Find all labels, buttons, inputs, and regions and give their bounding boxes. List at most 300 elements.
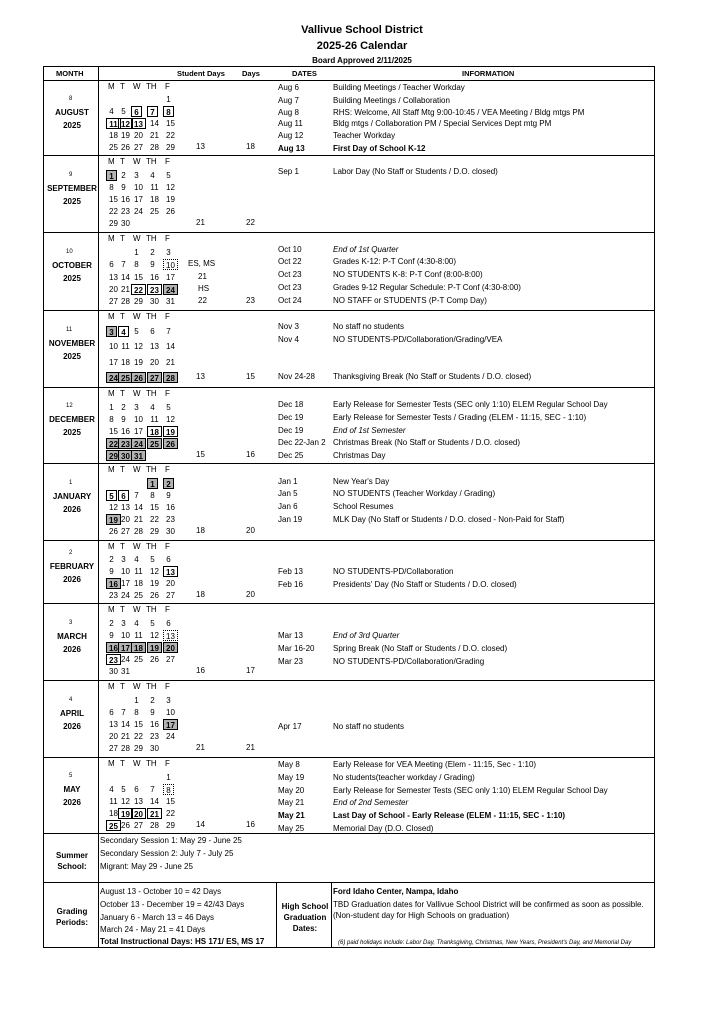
calendar-day: 2	[150, 247, 155, 257]
calendar-day: 22	[150, 515, 159, 525]
calendar-day: 25	[118, 372, 133, 383]
calendar-day: 21	[121, 284, 130, 294]
calendar-day: 28	[134, 527, 143, 537]
calendar-day: 26	[166, 207, 175, 217]
calendar-day: 18	[109, 808, 118, 818]
calendar-day: 11	[150, 182, 159, 192]
calendar-day: 24	[106, 372, 121, 383]
calendar-day: 25	[134, 655, 143, 665]
calendar-day: 29	[166, 820, 175, 830]
calendar-day: 4	[150, 170, 155, 180]
row-divider	[43, 80, 655, 81]
calendar-day: 3	[166, 695, 171, 705]
calendar-day: 3	[134, 170, 139, 180]
calendar-day: 26	[163, 438, 178, 449]
event-info: NO STUDENTS-PD/Collaboration/Grading/VEA	[333, 335, 503, 344]
month-number: 1	[69, 479, 73, 486]
weekday-header: T	[120, 682, 125, 691]
calendar-day: 20	[121, 515, 130, 525]
calendar-day: 20	[163, 642, 178, 653]
calendar-day: 10	[134, 182, 143, 192]
calendar-day: 19	[147, 642, 162, 653]
event-info: Labor Day (No Staff or Students / D.O. closed)	[333, 167, 498, 176]
calendar-day: 13	[150, 342, 159, 352]
col-dates: DATES	[292, 69, 317, 78]
event-date: Oct 22	[278, 257, 302, 266]
weekday-header: F	[165, 605, 170, 614]
event-date: Oct 24	[278, 296, 302, 305]
calendar-day: 16	[166, 503, 175, 512]
calendar-day: 5	[150, 618, 155, 628]
calendar-day: 18	[147, 426, 162, 437]
calendar-day: 14	[150, 796, 159, 806]
calendar-day: 22	[166, 130, 175, 140]
event-date: Apr 17	[278, 722, 302, 731]
calendar-day: 23	[147, 284, 162, 295]
calendar-day: 12	[150, 630, 159, 640]
calendar-day: 21	[121, 732, 130, 742]
calendar-day: 13	[131, 118, 146, 129]
calendar-day: 6	[131, 106, 142, 117]
calendar-day: 18	[131, 642, 146, 653]
calendar-day: 29	[150, 527, 159, 537]
event-date: Nov 24-28	[278, 372, 315, 381]
row-divider	[43, 603, 655, 604]
summer-label: Summer School:	[55, 851, 88, 871]
calendar-day: 6	[166, 618, 171, 628]
calendar-day: 18	[109, 130, 118, 140]
calendar-day: 8	[134, 707, 139, 717]
calendar-day: 17	[109, 357, 118, 367]
calendar-day: 27	[166, 655, 175, 665]
calendar-day: 17	[163, 719, 178, 730]
event-info: Grades K-12: P-T Conf (4:30-8:00)	[333, 257, 457, 266]
event-info: Building Meetings / Teacher Workday	[333, 83, 465, 92]
row-divider	[43, 540, 655, 541]
month-number: 11	[66, 326, 73, 333]
calendar-day: 12	[109, 503, 118, 512]
weekday-header: F	[165, 542, 170, 551]
calendar-day: 8	[109, 182, 114, 192]
days-count: 23	[246, 296, 255, 306]
event-info: Spring Break (No Staff or Students / D.O. closed)	[333, 644, 508, 653]
event-info: End of 1st Semester	[333, 426, 406, 435]
calendar-day: 14	[166, 342, 175, 352]
calendar-day: 7	[150, 784, 155, 794]
calendar-day: 19	[121, 130, 130, 140]
calendar-day: 26	[121, 142, 130, 152]
days-count: 17	[246, 666, 255, 676]
calendar-day: 17	[134, 426, 143, 436]
calendar-day: 19	[163, 426, 178, 437]
grading-line: October 13 - December 19 = 42/43 Days	[100, 900, 245, 909]
calendar-day: 9	[150, 707, 155, 717]
calendar-day: 3	[106, 326, 117, 337]
calendar-day: 18	[150, 195, 159, 204]
calendar-day: 4	[118, 326, 129, 337]
month-name: DECEMBER	[49, 415, 95, 424]
event-date: Dec 18	[278, 400, 304, 409]
month-number: 4	[69, 696, 73, 703]
weekday-header: F	[165, 157, 170, 166]
calendar-day: 4	[109, 784, 114, 794]
calendar-day: 29	[106, 450, 121, 461]
calendar-day: 12	[121, 796, 130, 806]
approval-note: Board Approved 2/11/2025	[312, 56, 412, 65]
event-date: Aug 13	[278, 144, 305, 153]
calendar-day: 1	[106, 170, 117, 181]
month-name: SEPTEMBER	[47, 183, 97, 193]
calendar-day: 26	[121, 820, 130, 830]
calendar-day: 2	[109, 555, 114, 565]
month-year: 2025	[63, 428, 81, 437]
event-date: Mar 23	[278, 657, 303, 666]
calendar-day: 12	[118, 118, 133, 129]
calendar-day: 30	[109, 667, 118, 677]
event-info: Early Release for Semester Tests / Grading (ELEM - 11:15, SEC - 1:10)	[333, 413, 587, 422]
calendar-day: 4	[134, 555, 139, 565]
student-days: 15	[196, 449, 205, 459]
days-count: 22	[246, 218, 255, 228]
calendar-day: 15	[134, 272, 143, 282]
calendar-day: 22	[166, 808, 175, 818]
calendar-day: 11	[134, 630, 143, 640]
calendar-day: 5	[106, 490, 117, 501]
weekday-header: W	[133, 542, 141, 551]
event-date: Sep 1	[278, 167, 299, 176]
weekday-header: W	[133, 157, 141, 166]
student-days: 14	[196, 819, 205, 829]
calendar-day: 4	[134, 618, 139, 628]
weekday-header: W	[133, 682, 141, 691]
student-days: HS	[198, 283, 210, 293]
calendar-day: 31	[166, 297, 175, 307]
weekday-header: T	[120, 234, 125, 243]
calendar-day: 15	[109, 195, 118, 204]
calendar-day: 10	[166, 707, 175, 717]
calendar-day: 27	[109, 297, 118, 307]
weekday-header: M	[108, 82, 115, 91]
calendar-day: 2	[163, 478, 174, 489]
student-days: 13	[196, 371, 205, 381]
month-number: 9	[69, 171, 73, 178]
calendar-day: 9	[109, 630, 114, 640]
event-info: End of 1st Quarter	[333, 245, 399, 254]
calendar-day: 11	[134, 567, 143, 577]
calendar-day: 22	[106, 438, 121, 449]
summer-line: Migrant: May 29 - June 25	[100, 862, 193, 871]
calendar-day: 5	[166, 402, 171, 412]
calendar-day: 28	[150, 820, 159, 830]
weekday-header: M	[108, 389, 115, 398]
student-days: ES, MS	[188, 259, 216, 269]
event-info: Early Release for Semester Tests (SEC only 1:10) ELEM Regular School Day	[333, 786, 608, 795]
calendar-day: 14	[121, 272, 130, 282]
col-student-days: Student Days	[177, 69, 225, 78]
event-date: Jan 1	[278, 477, 298, 486]
event-info: School Resumes	[333, 502, 394, 511]
event-info: Building Meetings / Collaboration	[333, 96, 450, 105]
calendar-day: 27	[121, 527, 130, 537]
weekday-header: F	[165, 312, 170, 321]
calendar-day: 8	[163, 784, 174, 795]
weekday-header: T	[120, 312, 125, 321]
event-date: Jan 19	[278, 515, 303, 524]
event-info: Grades 9-12 Regular Schedule: P-T Conf (4:30-8:00)	[333, 283, 521, 292]
calendar-day: 23	[166, 515, 175, 525]
calendar-day: 21	[134, 515, 143, 525]
calendar-day: 26	[131, 372, 146, 383]
weekday-header: M	[108, 542, 115, 551]
weekday-header: M	[108, 465, 115, 474]
event-info: Early Release for Semester Tests (SEC only 1:10) ELEM Regular School Day	[333, 400, 608, 409]
calendar-day: 6	[118, 490, 129, 501]
month-year: 2025	[63, 351, 81, 361]
calendar-day: 1	[166, 95, 171, 105]
days-count: 20	[246, 589, 255, 599]
col-divider	[331, 882, 332, 948]
calendar-day: 23	[106, 654, 121, 665]
weekday-header: M	[108, 759, 115, 768]
calendar-day: 27	[166, 590, 175, 600]
calendar-day: 3	[134, 402, 139, 412]
calendar-day: 26	[109, 527, 118, 537]
calendar-day: 20	[131, 808, 146, 819]
month-number: 2	[69, 549, 73, 556]
weekday-header: F	[165, 682, 170, 691]
calendar-day: 23	[109, 590, 118, 600]
calendar-day: 12	[150, 567, 159, 577]
calendar-day: 26	[150, 655, 159, 665]
calendar-day: 30	[118, 450, 133, 461]
grading-line: August 13 - October 10 = 42 Days	[100, 887, 222, 896]
calendar-day: 10	[134, 414, 143, 424]
days-count: 15	[246, 371, 255, 381]
month-number: 12	[66, 403, 73, 409]
row-divider	[43, 757, 655, 758]
calendar-day: 5	[166, 170, 171, 180]
student-days: 21	[196, 218, 205, 228]
event-date: Mar 13	[278, 631, 303, 640]
event-date: May 20	[278, 786, 305, 795]
weekday-header: TH	[146, 542, 157, 551]
month-name: APRIL	[60, 708, 84, 718]
event-info: Christmas Break (No Staff or Students / D.O. closed)	[333, 438, 521, 447]
calendar-day: 25	[109, 142, 118, 152]
calendar-day: 25	[147, 438, 162, 449]
event-info: Christmas Day	[333, 451, 386, 460]
calendar-day: 17	[118, 642, 133, 653]
col-days: Days	[242, 69, 260, 78]
event-info: Last Day of School - Early Release (ELEM - 11:15, SEC - 1:10)	[333, 811, 566, 820]
calendar-day: 24	[131, 438, 146, 449]
col-information: INFORMATION	[462, 69, 515, 78]
month-year: 2026	[63, 721, 81, 731]
graduation-label: High School Graduation Dates:	[281, 902, 329, 933]
calendar-day: 10	[163, 259, 178, 270]
month-number: 3	[69, 619, 73, 626]
calendar-day: 13	[109, 720, 118, 729]
calendar-day: 4	[150, 402, 155, 412]
grading-label: Grading Periods:	[55, 907, 88, 927]
student-days: 21	[198, 271, 207, 281]
weekday-header: M	[108, 157, 115, 166]
event-date: Aug 8	[278, 108, 299, 117]
calendar-day: 18	[134, 578, 143, 588]
days-count: 16	[246, 449, 255, 459]
weekday-header: M	[108, 234, 115, 243]
month-year: 2025	[63, 120, 81, 130]
calendar-day: 22	[134, 732, 143, 742]
calendar-day: 5	[121, 107, 126, 117]
holidays-note: (6) paid holidays include: Labor Day, Thanksgiving, Christmas, New Years, President's Day, and Memorial Day	[338, 940, 632, 946]
month-name: NOVEMBER	[48, 338, 96, 348]
calendar-day: 21	[147, 808, 162, 819]
weekday-header: M	[108, 605, 115, 614]
student-days: 16	[196, 666, 205, 676]
calendar-day: 30	[166, 527, 175, 537]
month-number: 8	[69, 95, 73, 102]
month-name: FEBRUARY	[49, 561, 95, 571]
calendar-day: 30	[150, 297, 159, 307]
calendar-day: 8	[163, 106, 174, 117]
graduation-note: (Non-student day for High Schools on graduation)	[333, 911, 510, 920]
event-date: Aug 12	[278, 131, 304, 140]
page-subtitle: 2025-26 Calendar	[316, 40, 408, 52]
calendar-day: 23	[150, 732, 159, 742]
calendar-day: 29	[166, 142, 175, 152]
student-days: 18	[196, 589, 205, 599]
event-info: Thanksgiving Break (No Staff or Students / D.O. closed)	[333, 372, 532, 381]
days-count: 20	[246, 526, 255, 536]
weekday-header: TH	[146, 82, 157, 91]
weekday-header: F	[165, 234, 170, 243]
student-days: 13	[196, 141, 205, 151]
event-info: NO STUDENTS-PD/Collaboration	[333, 567, 454, 576]
calendar-day: 16	[150, 272, 159, 282]
event-info: Bldg mtgs / Collaboration PM / Special Services Dept mtg PM	[333, 119, 552, 128]
calendar-day: 19	[134, 357, 143, 367]
weekday-header: W	[133, 312, 141, 321]
weekday-header: TH	[146, 157, 157, 166]
calendar-day: 24	[121, 590, 130, 600]
calendar-day: 20	[150, 357, 159, 367]
weekday-header: TH	[146, 759, 157, 768]
row-divider	[43, 387, 655, 388]
total-days: Total Instructional Days: HS 171/ ES, MS 17	[100, 937, 265, 946]
event-date: Aug 11	[278, 119, 303, 128]
weekday-header: T	[120, 82, 125, 91]
event-info: NO STUDENTS-PD/Collaboration/Grading	[333, 657, 485, 666]
month-year: 2026	[63, 504, 81, 514]
event-date: Mar 16-20	[278, 644, 315, 653]
calendar-day: 27	[134, 820, 143, 830]
calendar-day: 23	[118, 438, 133, 449]
calendar-day: 12	[166, 182, 175, 192]
calendar-day: 13	[109, 272, 118, 282]
calendar-day: 16	[121, 426, 130, 436]
calendar-day: 11	[106, 118, 121, 129]
calendar-day: 29	[134, 744, 143, 754]
event-info: RHS: Welcome, All Staff Mtg 9:00-10:45 / VEA Meeting / Bldg mtgs PM	[333, 108, 585, 117]
graduation-venue: Ford Idaho Center, Nampa, Idaho	[333, 887, 459, 896]
days-count: 16	[246, 819, 255, 829]
month-number: 10	[66, 249, 73, 255]
student-days: 22	[198, 296, 207, 306]
calendar-day: 6	[109, 707, 114, 717]
col-divider	[276, 882, 277, 948]
calendar-day: 16	[150, 720, 159, 729]
row-divider	[43, 882, 655, 883]
event-info: New Year's Day	[333, 477, 390, 486]
weekday-header: F	[165, 82, 170, 91]
calendar-day: 16	[121, 195, 130, 204]
event-info: End of 3rd Quarter	[333, 631, 400, 640]
event-info: No staff no students	[333, 322, 405, 331]
calendar-day: 15	[166, 796, 175, 806]
calendar-day: 24	[163, 284, 178, 295]
event-date: Jan 5	[278, 489, 298, 498]
month-year: 2025	[63, 196, 81, 206]
calendar-day: 8	[109, 414, 114, 424]
calendar-day: 19	[150, 578, 159, 588]
event-date: Feb 16	[278, 580, 303, 589]
row-divider	[43, 310, 655, 311]
calendar-day: 6	[109, 260, 114, 270]
weekday-header: W	[133, 605, 141, 614]
event-info: No students(teacher workday / Grading)	[333, 773, 475, 782]
calendar-day: 30	[121, 219, 130, 229]
calendar-day: 15	[109, 426, 118, 436]
month-year: 2026	[63, 798, 81, 807]
row-divider	[43, 155, 655, 156]
event-date: May 21	[278, 811, 305, 820]
calendar-day: 3	[121, 618, 126, 628]
calendar-day: 31	[131, 450, 146, 461]
summer-line: Secondary Session 1: May 29 - June 25	[100, 836, 242, 845]
calendar-day: 20	[166, 578, 175, 588]
row-divider	[43, 66, 655, 67]
calendar-day: 27	[134, 142, 143, 152]
event-date: Oct 10	[278, 245, 302, 254]
month-name: MAY	[63, 785, 81, 794]
calendar-day: 5	[134, 327, 139, 337]
calendar-day: 4	[109, 107, 114, 117]
calendar-day: 6	[134, 784, 139, 794]
calendar-day: 20	[109, 284, 118, 294]
calendar-day: 8	[134, 260, 139, 270]
calendar-day: 7	[121, 707, 126, 717]
calendar-day: 13	[134, 796, 143, 806]
month-year: 2025	[63, 274, 81, 283]
weekday-header: T	[120, 157, 125, 166]
month-year: 2026	[63, 574, 81, 584]
calendar-day: 5	[121, 784, 126, 794]
calendar-day: 2	[121, 170, 126, 180]
calendar-day: 31	[121, 667, 130, 677]
calendar-day: 1	[134, 247, 139, 257]
calendar-day: 20	[134, 130, 143, 140]
event-date: Oct 23	[278, 283, 302, 292]
calendar-day: 28	[121, 297, 130, 307]
calendar-day: 17	[166, 272, 175, 282]
student-days: 18	[196, 526, 205, 536]
row-divider	[43, 680, 655, 681]
calendar-day: 17	[121, 578, 130, 588]
calendar-day: 24	[166, 732, 175, 742]
event-date: Nov 4	[278, 335, 299, 344]
summer-line: Secondary Session 2: July 7 - July 25	[100, 849, 234, 858]
